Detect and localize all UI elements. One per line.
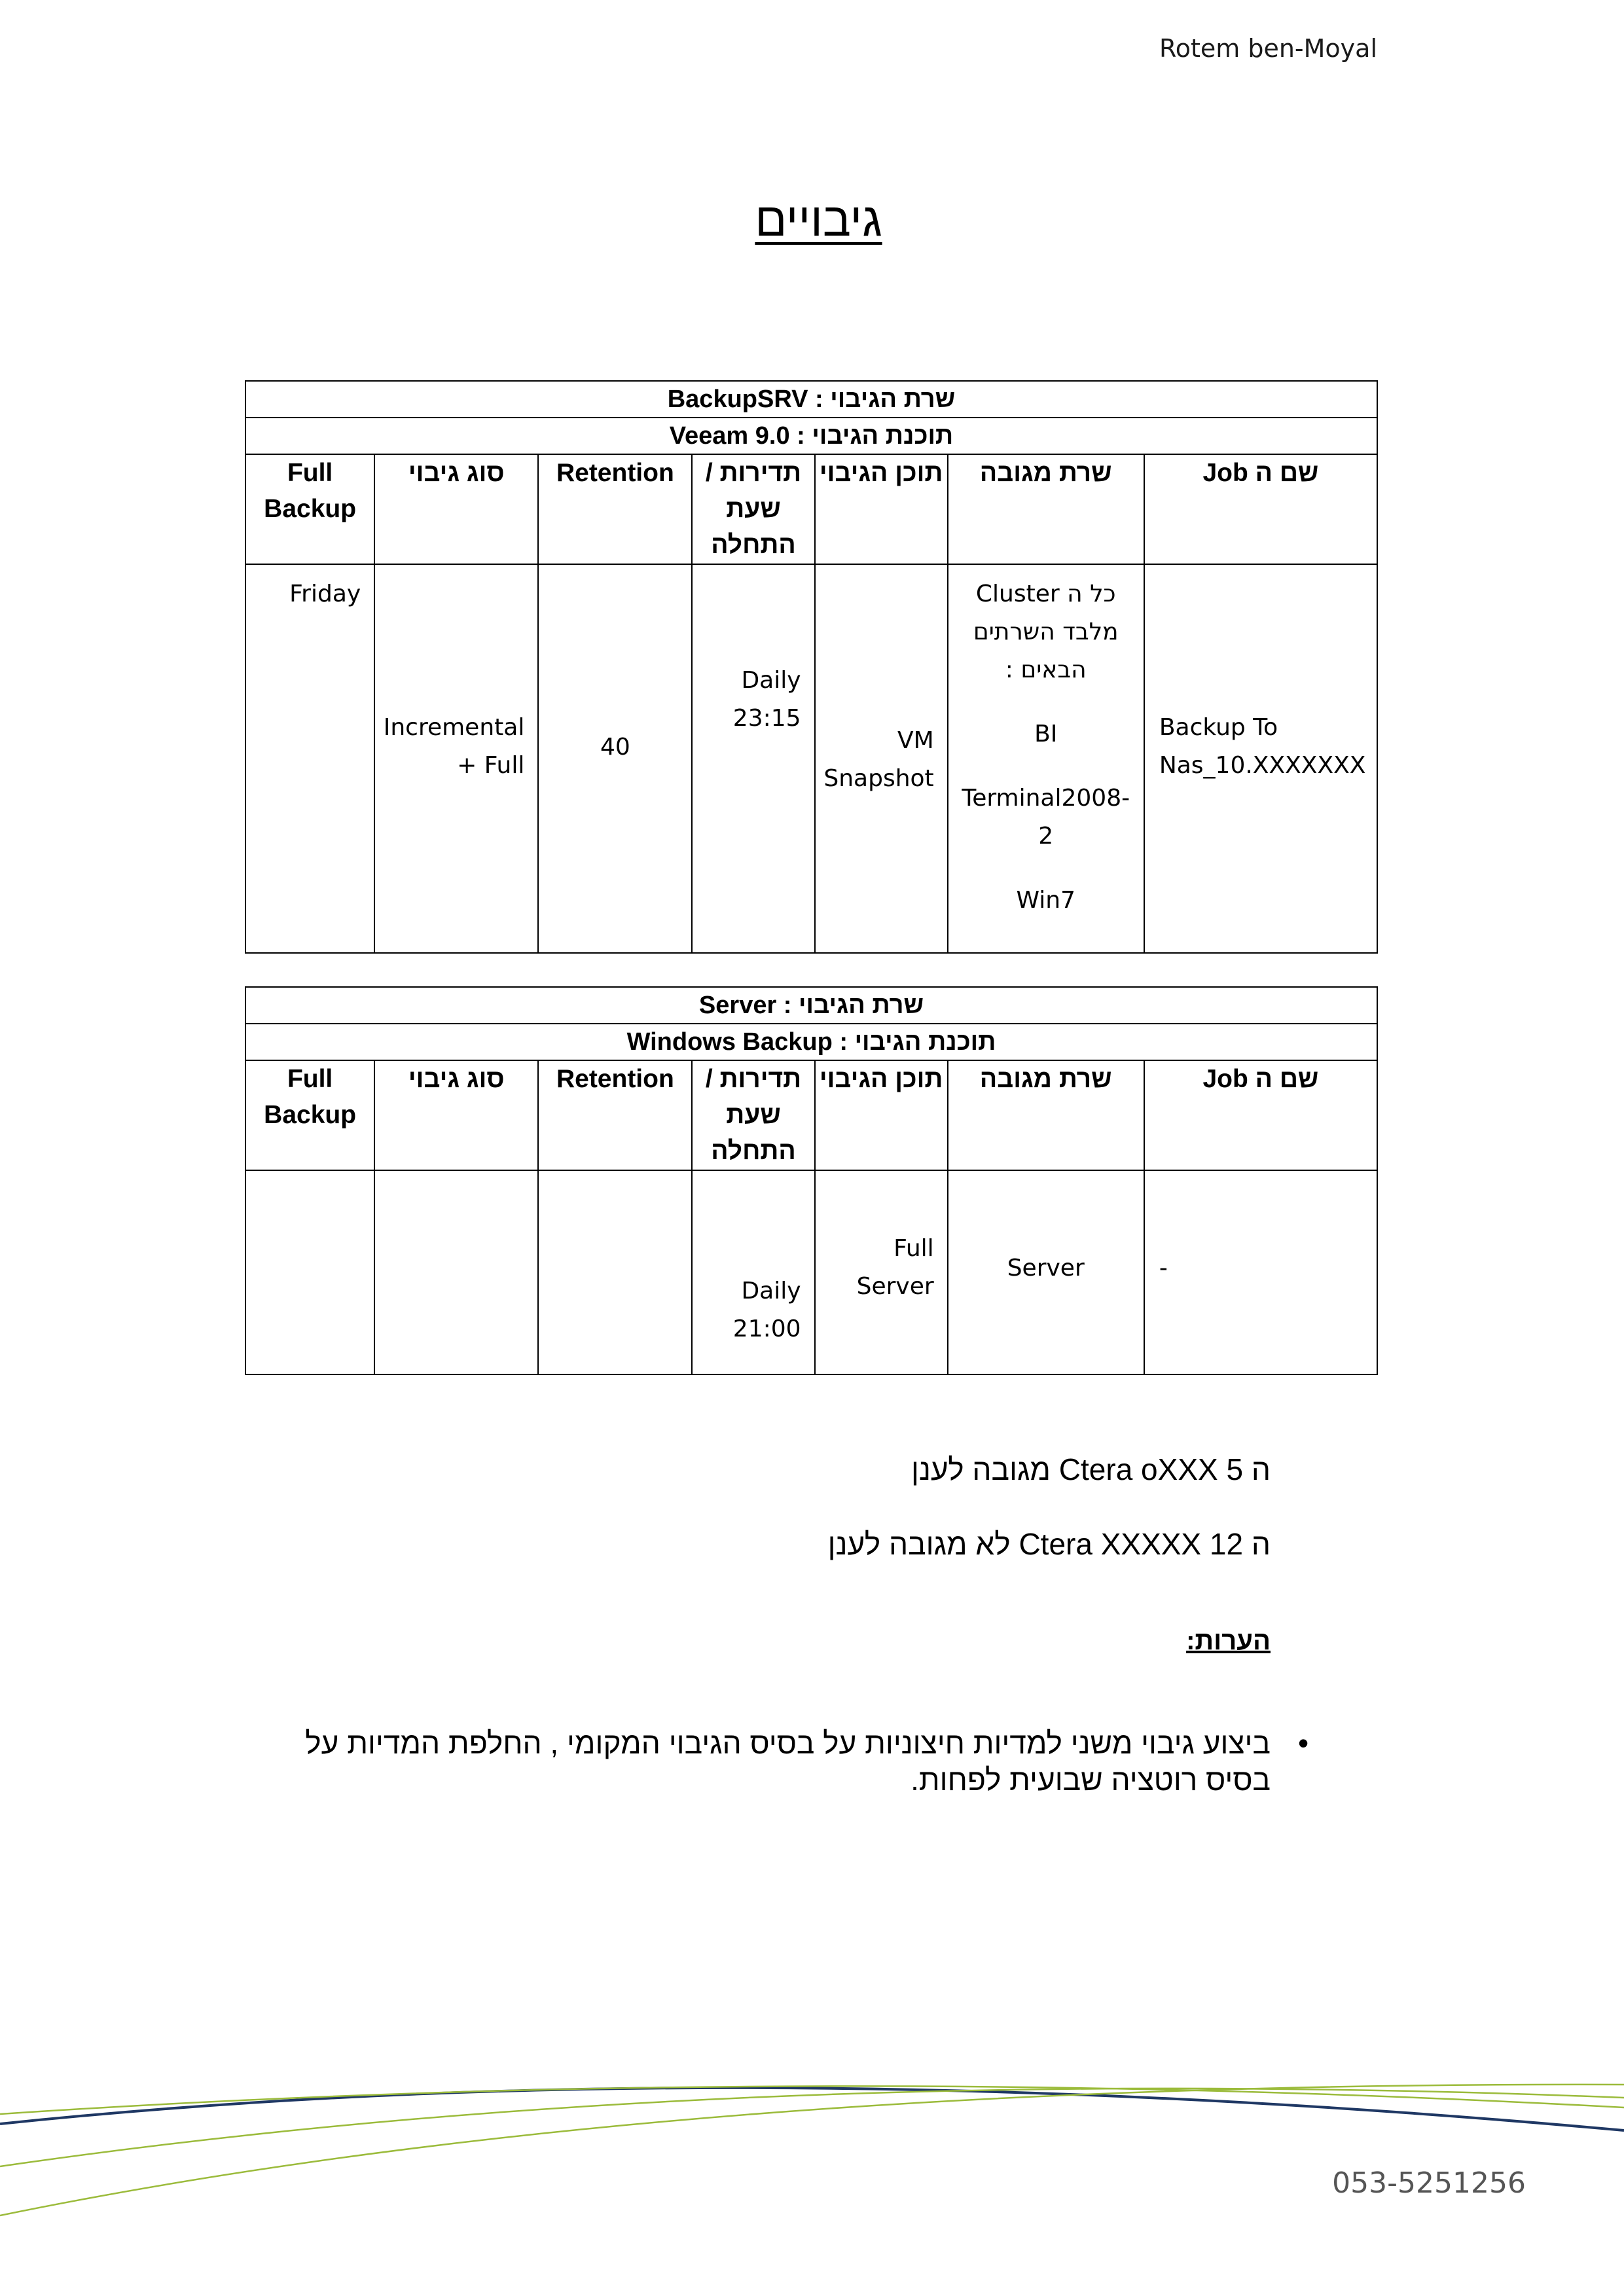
ctera-line-2: ה Ctera XXXXX 12 לא מגובה לענן — [827, 1527, 1271, 1561]
col-header-job: שם ה Job — [1144, 454, 1377, 564]
col-header-schedule: תדירות / שעת התחלה — [692, 454, 814, 564]
author-name: Rotem ben-Moyal — [1159, 34, 1377, 63]
col-header-job: שם ה Job — [1144, 1060, 1377, 1170]
cell-type — [374, 1170, 538, 1374]
page-title-wrap — [0, 193, 1624, 247]
col-header-retention: Retention — [538, 1060, 692, 1170]
cell-retention — [538, 1170, 692, 1374]
cell-server: Server — [948, 1170, 1144, 1374]
cell-full-backup: Friday — [245, 564, 374, 953]
cell-type: Incremental + Full — [374, 564, 538, 953]
bullet-icon: • — [1297, 1726, 1309, 1760]
cell-schedule: Daily 23:15 — [692, 564, 814, 953]
cell-job: - — [1144, 1170, 1377, 1374]
col-header-full-backup: Full Backup — [245, 1060, 374, 1170]
footer-swoosh — [0, 2062, 1624, 2232]
notes-list — [282, 1725, 1316, 1798]
cell-job: Backup To Nas_10.XXXXXXX — [1144, 564, 1377, 953]
backup-table-windows — [245, 986, 1378, 1375]
col-header-type: סוג גיבוי — [374, 454, 538, 564]
cell-retention: 40 — [538, 564, 692, 953]
col-header-type: סוג גיבוי — [374, 1060, 538, 1170]
col-header-retention: Retention — [538, 454, 692, 564]
note-item: ביצוע גיבוי משני למדיות חיצוניות על בסיס הגיבוי המקומי , החלפת המדיות על בסיס רוטציה שבועית לפחות. — [305, 1726, 1271, 1797]
cell-server: כל ה Cluster מלבד השרתים הבאים : BI Terminal2008-2 Win7 — [948, 564, 1144, 953]
backup-server-line: שרת הגיבוי : Server — [245, 987, 1377, 1024]
footer-phone: 053-5251256 — [1332, 2166, 1526, 2200]
backup-table-veeam — [245, 380, 1378, 954]
cell-full-backup — [245, 1170, 374, 1374]
col-header-server: שרת מגובה — [948, 454, 1144, 564]
backup-server-line: שרת הגיבוי : BackupSRV — [245, 381, 1377, 418]
col-header-content: תוכן הגיבוי — [815, 1060, 948, 1170]
backup-software-line: תוכנת הגיבוי : Veeam 9.0 — [245, 418, 1377, 454]
col-header-full-backup: Full Backup — [245, 454, 374, 564]
ctera-line-1: ה Ctera oXXX 5 מגובה לענן — [911, 1452, 1271, 1486]
col-header-server: שרת מגובה — [948, 1060, 1144, 1170]
page-title: גיבויים — [755, 194, 882, 246]
cell-content: Full Server — [815, 1170, 948, 1374]
backup-software-line: תוכנת הגיבוי : Windows Backup — [245, 1024, 1377, 1060]
cell-content: VM Snapshot — [815, 564, 948, 953]
cell-schedule: Daily 21:00 — [692, 1170, 814, 1374]
col-header-schedule: תדירות / שעת התחלה — [692, 1060, 814, 1170]
col-header-content: תוכן הגיבוי — [815, 454, 948, 564]
notes-heading: הערות: — [1186, 1626, 1271, 1655]
